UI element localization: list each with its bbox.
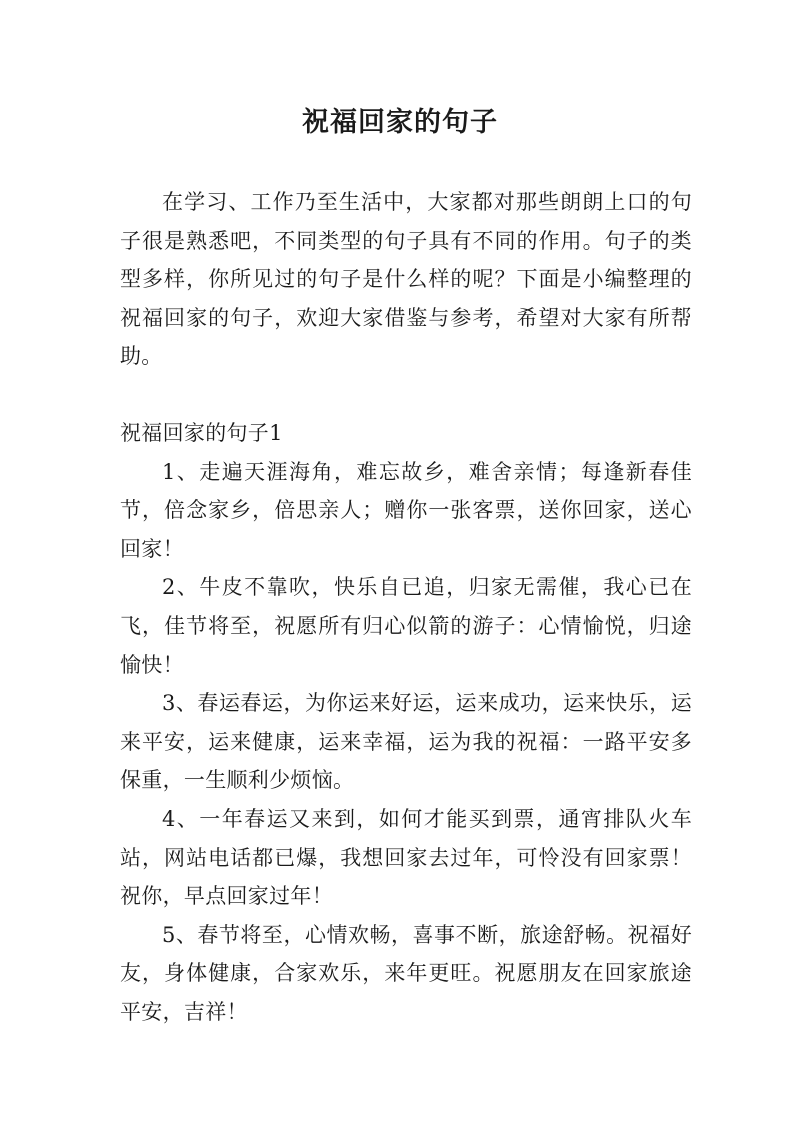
list-item: 5、春节将至，心情欢畅，喜事不断，旅途舒畅。祝福好友，身体健康，合家欢乐，来年更旺。祝愿朋友在回家旅途平安，吉祥！: [120, 922, 692, 1024]
list-item: 1、走遍天涯海角，难忘故乡，难舍亲情；每逢新春佳节，倍念家乡，倍思亲人；赠你一张客票，送你回家，送心回家！: [120, 459, 692, 561]
list-item: 4、一年春运又来到，如何才能买到票，通宵排队火车站，网站电话都已爆，我想回家去过年，可怜没有回家票！祝你，早点回家过年！: [120, 806, 692, 909]
section-heading: 祝福回家的句子1: [120, 420, 283, 445]
document-body: [120, 183, 692, 1031]
intro-paragraph: 在学习、工作乃至生活中，大家都对那些朗朗上口的句子很是熟悉吧，不同类型的句子具有不同的作用。句子的类型多样，你所见过的句子是什么样的呢？下面是小编整理的祝福回家的句子，欢迎大家借鉴与参考，希望对大家有所帮助。: [120, 190, 692, 369]
document-title: 祝福回家的句子: [302, 107, 498, 138]
list-item: 3、春运春运，为你运来好运，运来成功，运来快乐，运来平安，运来健康，运来幸福，运为我的祝福：一路平安多保重，一生顺利少烦恼。: [120, 691, 692, 793]
list-item: 2、牛皮不靠吹，快乐自已追，归家无需催，我心已在飞，佳节将至，祝愿所有归心似箭的游子：心情愉悦，归途愉快！: [120, 575, 692, 677]
